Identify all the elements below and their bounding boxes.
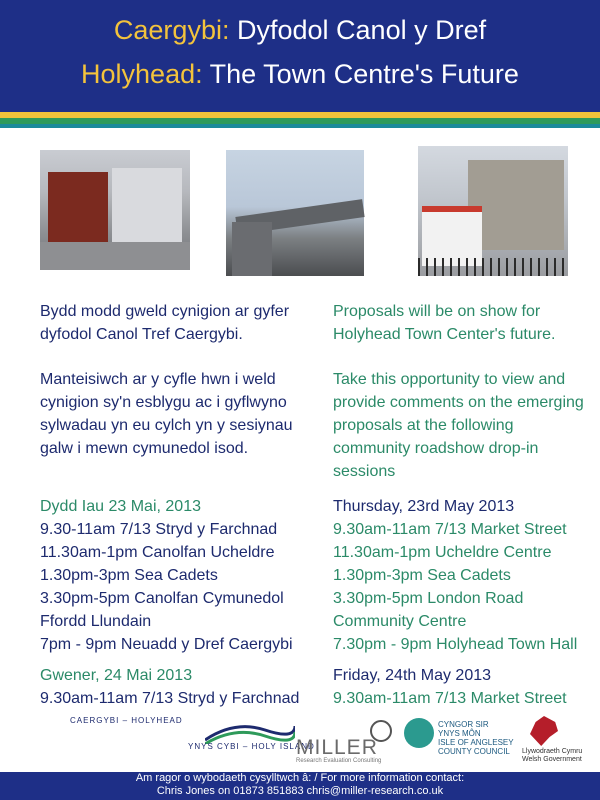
- english-day2-schedule: [333, 687, 567, 710]
- welsh-gov-line: Welsh Government: [522, 756, 582, 763]
- english-intro: [333, 300, 555, 346]
- session-item: 9.30am-11am 7/13 Stryd y Farchnad: [40, 690, 300, 707]
- session-item: 11.30am-1pm Ucheldre Centre: [333, 544, 552, 561]
- welsh-intro: [40, 300, 289, 346]
- welsh-day2-heading: Gwener, 24 Mai 2013: [40, 667, 193, 684]
- english-day1-heading: Thursday, 23rd May 2013: [333, 498, 515, 515]
- welsh-place-name: Caergybi:: [113, 15, 230, 45]
- welsh-gov-line: Llywodraeth Cymru: [522, 748, 583, 755]
- welsh-day1-heading: Dydd Iau 23 Mai, 2013: [40, 498, 201, 515]
- english-day2-heading: Friday, 24th May 2013: [333, 667, 492, 684]
- contact-heading: Am ragor o wybodaeth cysylltwch â: / For more information contact:: [135, 772, 465, 784]
- welsh-day2-schedule: [40, 687, 299, 710]
- session-item: 1.30pm-3pm Sea Cadets: [333, 567, 511, 584]
- session-item: 7.30pm - 9pm Holyhead Town Hall: [333, 636, 578, 653]
- english-heading: [0, 54, 600, 94]
- english-intro-line: Proposals will be on show for: [333, 303, 541, 320]
- anglesey-line: YNYS MÔN: [438, 729, 481, 738]
- anglesey-line: CYNGOR SIR: [438, 720, 489, 729]
- footbridge-photo: [226, 150, 364, 276]
- street-shops-photo: [40, 150, 190, 270]
- welsh-heading: [0, 10, 600, 50]
- session-item: 9.30am-11am 7/13 Market Street: [333, 690, 567, 707]
- anglesey-line: COUNTY COUNCIL: [438, 747, 510, 756]
- contact-footer: [0, 772, 600, 800]
- welsh-invite-line: cynigion sy'n esblygu ac i gyflwyno: [40, 394, 287, 411]
- teal-stripe: [0, 124, 600, 128]
- session-item: Ffordd Llundain: [40, 613, 152, 630]
- welsh-invite-line: galw i mewn cymunedol isod.: [40, 440, 249, 457]
- english-invite-line: sessions: [333, 463, 396, 480]
- welsh-invite-line: Manteisiwch ar y cyfle hwn i weld: [40, 371, 276, 388]
- anglesey-line: ISLE OF ANGLESEY: [438, 738, 514, 747]
- welsh-day1-schedule: [40, 518, 293, 656]
- english-invite-line: community roadshow drop-in: [333, 440, 539, 457]
- town-hall-photo: [418, 146, 568, 276]
- welsh-intro-line: Bydd modd gweld cynigion ar gyfer: [40, 303, 290, 320]
- miller-tagline: Research Evaluation Consulting: [296, 758, 382, 764]
- welsh-invite-line: sylwadau yn eu cylch yn y sesiynau: [40, 417, 293, 434]
- anglesey-logo-text: [438, 720, 514, 756]
- title-banner: [0, 0, 600, 112]
- miller-logo-text: MILLER: [296, 736, 378, 759]
- english-invite: [333, 368, 584, 483]
- session-item: 11.30am-1pm Canolfan Ucheldre: [40, 544, 275, 561]
- contact-details: Chris Jones on 01873 851883 chris@miller-research.co.uk: [156, 785, 444, 797]
- session-item: 1.30pm-3pm Sea Cadets: [40, 567, 218, 584]
- english-invite-line: Take this opportunity to view and: [333, 371, 566, 388]
- partner-logos: [0, 712, 600, 770]
- english-place-name: Holyhead:: [81, 59, 203, 89]
- session-item: 9.30-11am 7/13 Stryd y Farchnad: [40, 521, 278, 538]
- ynys-cybi-logo-text: YNYS CYBI – HOLY ISLAND: [188, 742, 315, 751]
- caergybi-logo-text: CAERGYBI – HOLYHEAD: [70, 716, 183, 725]
- welsh-government-logo-text: [522, 748, 582, 764]
- anglesey-emblem-icon: [404, 718, 434, 748]
- welsh-invite: [40, 368, 293, 460]
- welsh-dragon-icon: [530, 716, 558, 746]
- session-item: 3.30pm-5pm London Road: [333, 590, 524, 607]
- welsh-title: Dyfodol Canol y Dref: [236, 15, 487, 45]
- session-item: Community Centre: [333, 613, 467, 630]
- english-invite-line: provide comments on the emerging: [333, 394, 584, 411]
- english-title: The Town Centre's Future: [209, 59, 519, 89]
- english-day1-schedule: [333, 518, 577, 656]
- session-item: 9.30am-11am 7/13 Market Street: [333, 521, 567, 538]
- session-item: 7pm - 9pm Neuadd y Dref Caergybi: [40, 636, 293, 653]
- english-invite-line: proposals at the following: [333, 417, 514, 434]
- session-item: 3.30pm-5pm Canolfan Cymunedol: [40, 590, 284, 607]
- welsh-intro-line: dyfodol Canol Tref Caergybi.: [40, 326, 243, 343]
- english-intro-line: Holyhead Town Center's future.: [333, 326, 556, 343]
- holy-island-wave-icon: [205, 720, 295, 744]
